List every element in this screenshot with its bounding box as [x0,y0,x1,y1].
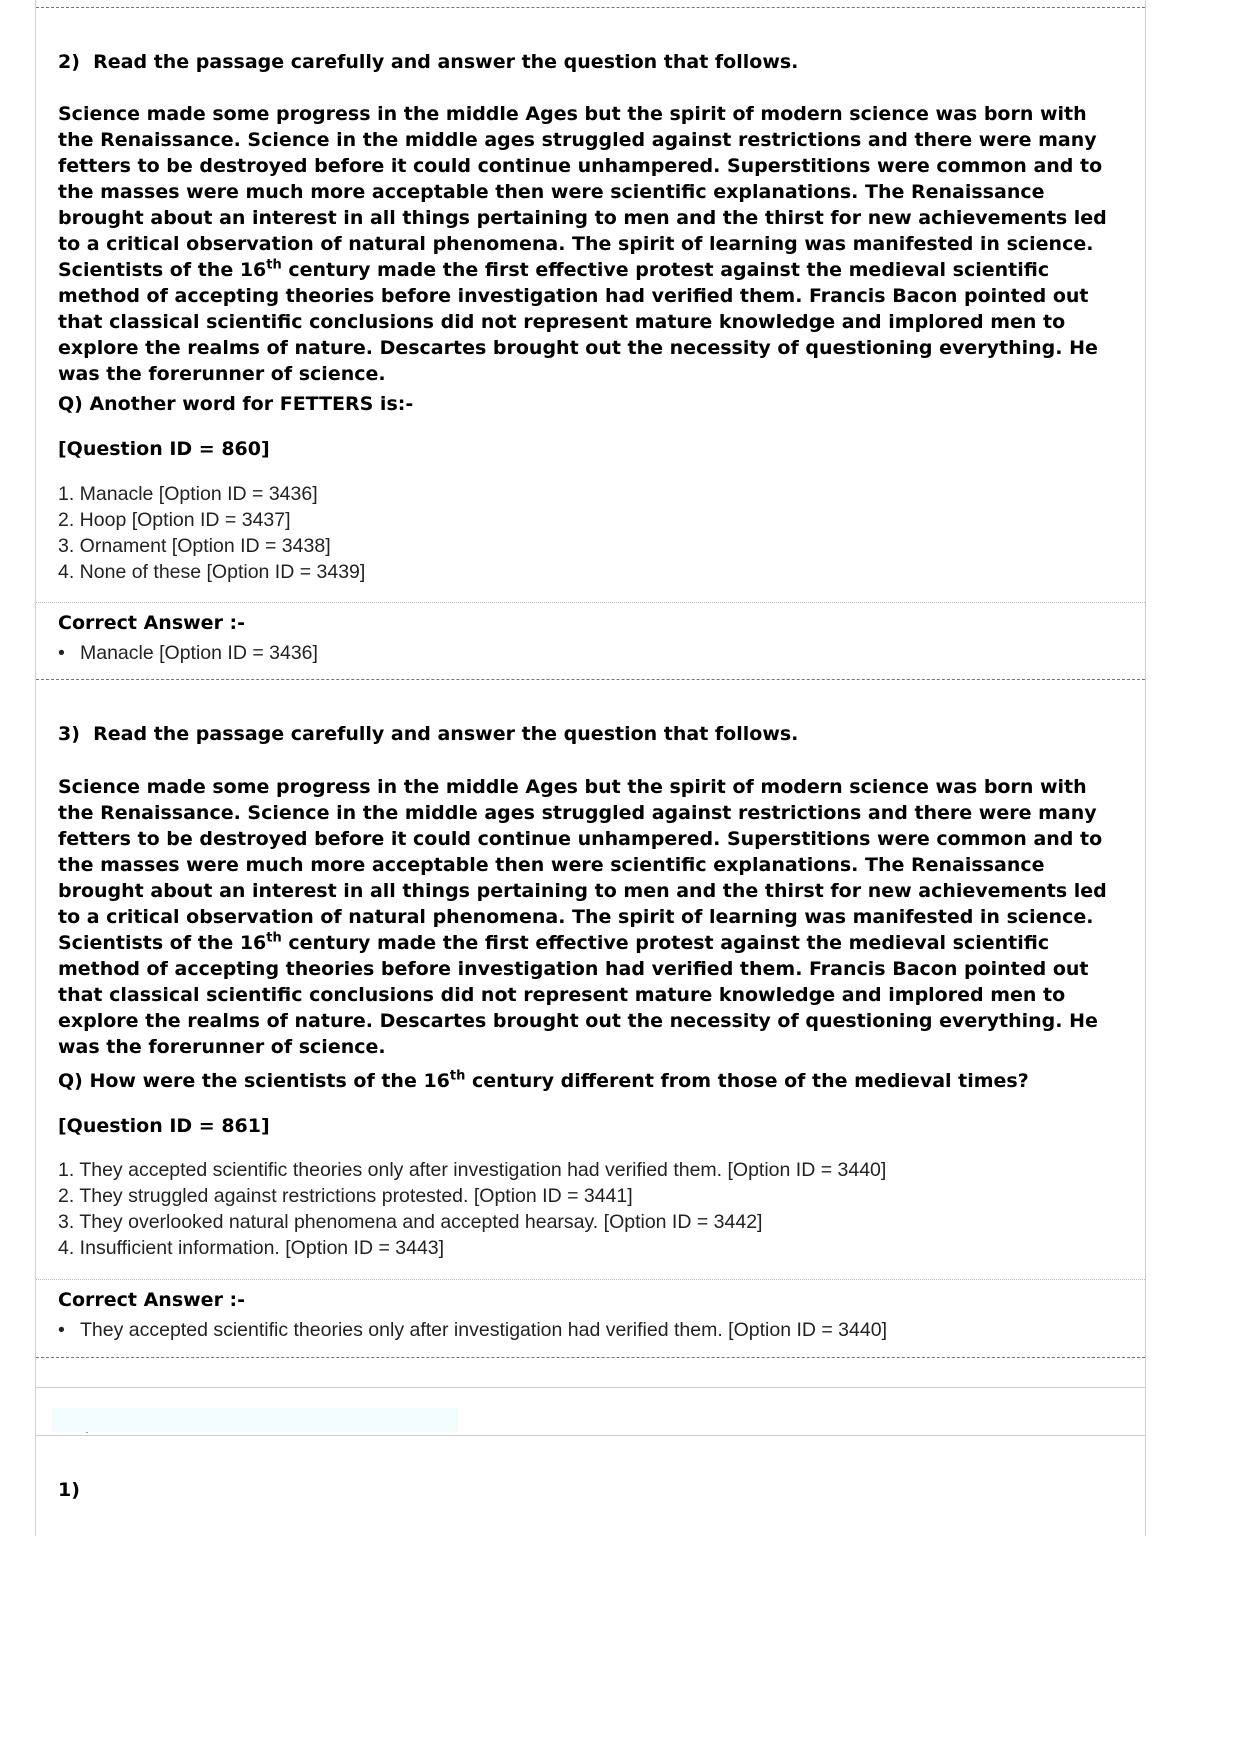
instruction-text: Read the passage carefully and answer the question that follows. [93,723,799,745]
question-2-instruction [58,50,1128,74]
option-item: 3. Ornament [Option ID = 3438] [58,535,331,557]
question-2-passage [58,101,1128,387]
section-header-bottom-border [36,1435,1145,1436]
passage-part2: century made the first effective protest against the medieval scientific method of accepting theories before investigation had verified them. Francis Bacon pointed out that classical scientific conclusions did not represent mature knowledge and implored men to explore the realms of nature. Descartes brought out the necessity of questioning everything. He was the forerunner of science. [58,932,1098,1058]
section-divider [36,7,1145,8]
decorative-dot [86,1432,88,1433]
question-text-rest: century different from those of the medieval times? [465,1070,1029,1092]
section-header-bar [52,1408,458,1432]
correct-answer-text: They accepted scientific theories only after investigation had verified them. [Option ID = 3440] [80,1319,887,1341]
question-3-correct-label [58,1288,1128,1312]
correct-answer-label: Correct Answer :- [58,612,246,634]
passage-part2: century made the first effective protest against the medieval scientific method of accepting theories before investigation had verified them. Francis Bacon pointed out that classical scientific conclusions did not represent mature knowledge and implored men to explore the realms of nature. Descartes brought out the necessity of questioning everything. He was the forerunner of science. [58,259,1098,385]
question-number: 2) [58,51,80,73]
next-question-number [58,1478,1128,1502]
answer-divider [36,602,1145,603]
instruction-text: Read the passage carefully and answer the question that follows. [93,51,799,73]
option-item: 3. They overlooked natural phenomena and accepted hearsay. [Option ID = 3442] [58,1211,763,1233]
option-item: 2. Hoop [Option ID = 3437] [58,509,291,531]
question-text: Q) Another word for FETTERS is:- [58,393,414,415]
option-item: 2. They struggled against restrictions protested. [Option ID = 3441] [58,1185,633,1207]
section-divider [36,1357,1145,1358]
section-divider [36,679,1145,680]
question-paper-frame [35,0,1146,1536]
question-3-text [58,1069,1128,1093]
question-3-passage [58,774,1128,1060]
answer-divider [36,1279,1145,1280]
option-item: 1. They accepted scientific theories only after investigation had verified them. [Option ID = 3440] [58,1159,887,1181]
question-2-id [58,437,1128,461]
question-3-options [58,1157,1128,1261]
bullet: • [58,642,65,664]
option-item: 4. None of these [Option ID = 3439] [58,561,366,583]
option-item: 4. Insufficient information. [Option ID = 3443] [58,1237,445,1259]
question-superscript: th [449,1068,466,1084]
question-3-id [58,1114,1128,1138]
question-text: Q) How were the scientists of the 16 [58,1070,450,1092]
question-2-options [58,481,1128,585]
question-2-correct-label [58,611,1128,635]
passage-part1: Science made some progress in the middle Ages but the spirit of modern science was born with the Renaissance. Science in the middle ages struggled against restrictions and there were many fetters to be destroyed before it could continue unhampered. Superstitions were common and to the masses were much more acceptable then were scientific explanations. The Renaissance brought about an interest in all things pertaining to men and the thirst for new achievements led to a critical observation of natural phenomena. The spirit of learning was manifested in science. Scientists of the 16 [58,103,1107,281]
passage-superscript: th [266,257,282,273]
passage-part1: Science made some progress in the middle Ages but the spirit of modern science was born with the Renaissance. Science in the middle ages struggled against restrictions and there were many fetters to be destroyed before it could continue unhampered. Superstitions were common and to the masses were much more acceptable then were scientific explanations. The Renaissance brought about an interest in all things pertaining to men and the thirst for new achievements led to a critical observation of natural phenomena. The spirit of learning was manifested in science. Scientists of the 16 [58,776,1107,954]
passage-superscript: th [266,930,282,946]
question-number: 1) [58,1479,80,1501]
question-id: [Question ID = 861] [58,1115,270,1137]
question-3-instruction [58,722,1128,746]
question-3-correct-answer [58,1317,1128,1343]
question-2-text [58,392,1128,416]
correct-answer-label: Correct Answer :- [58,1289,246,1311]
correct-answer-text: Manacle [Option ID = 3436] [80,642,318,664]
question-number: 3) [58,723,80,745]
question-2-correct-answer [58,640,1128,666]
question-id: [Question ID = 860] [58,438,270,460]
bullet: • [58,1319,65,1341]
section-header-top-border [36,1387,1145,1388]
option-item: 1. Manacle [Option ID = 3436] [58,483,318,505]
